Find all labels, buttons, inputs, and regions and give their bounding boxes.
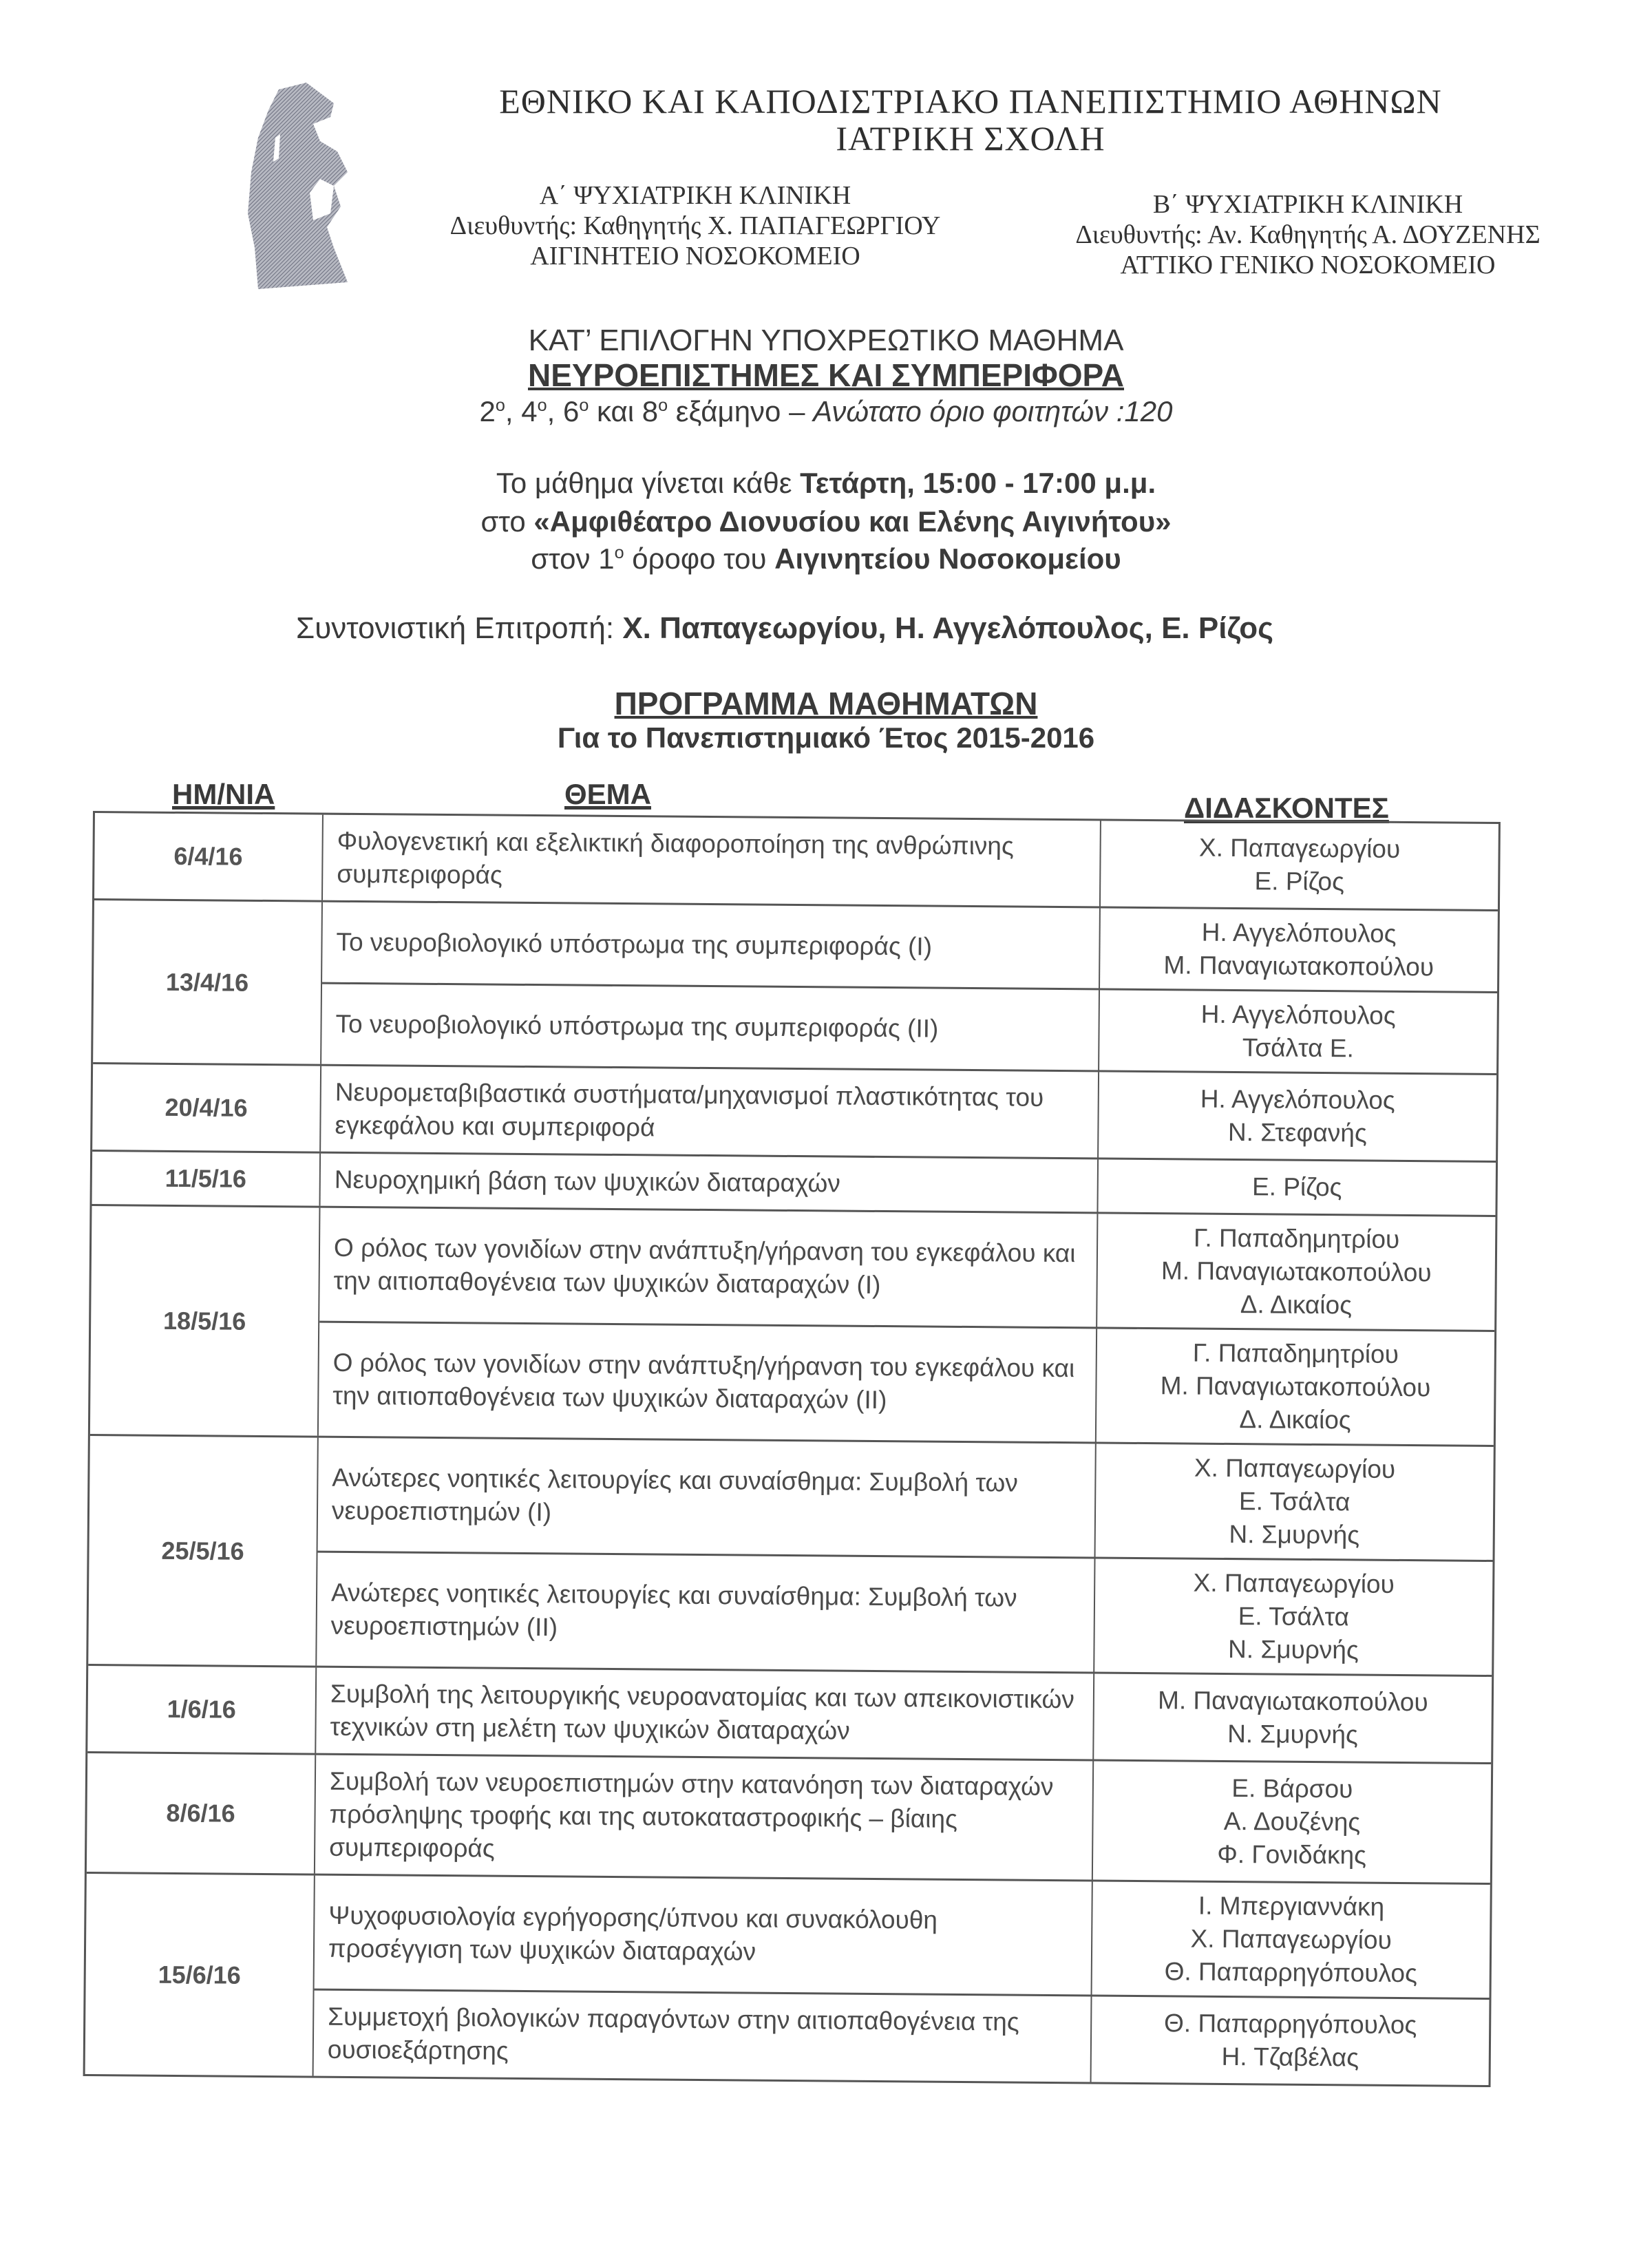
- teacher-name: Ν. Στεφανής: [1227, 1117, 1367, 1148]
- teacher-name: Θ. Παπαρρηγόπουλος: [1164, 1957, 1418, 1988]
- table-row: [90, 1204, 1496, 1445]
- lectures-group: [321, 1154, 1496, 1215]
- teacher-name: Η. Αγγελόπουλος: [1200, 1084, 1395, 1114]
- teacher-name: Τσάλτα Ε.: [1242, 1033, 1354, 1063]
- teacher-name: Χ. Παπαγεωργίου: [1198, 833, 1401, 863]
- teacher-name: Χ. Παπαγεωργίου: [1193, 1568, 1395, 1598]
- column-header-topic: ΘΕΜΑ: [564, 778, 651, 810]
- teacher-name: Μ. Παναγιωτακοπούλου: [1157, 1686, 1428, 1717]
- teacher-name: Ε. Τσάλτα: [1238, 1487, 1351, 1516]
- floor-hospital: Αιγινητείου Νοσοκομείου: [774, 542, 1121, 575]
- semester-number: 6: [562, 395, 580, 427]
- table-row: [85, 1872, 1490, 2085]
- teacher-name: Γ. Παπαδημητρίου: [1192, 1338, 1399, 1368]
- teachers-cell: [1101, 821, 1499, 910]
- program-year: Για το Πανεπιστημιακό Έτος 2015-2016: [557, 721, 1095, 754]
- teacher-name: Χ. Παπαγεωργίου: [1194, 1453, 1396, 1483]
- teachers-cell: [1094, 1558, 1492, 1675]
- school-name: ΙΑΤΡΙΚΗ ΣΧΟΛΗ: [836, 119, 1105, 158]
- floor-line: [0, 542, 1652, 575]
- semester-ordinal: ο: [579, 396, 589, 415]
- committee-label: Συντονιστική Επιτροπή:: [296, 611, 615, 645]
- date-cell: 18/5/16: [90, 1206, 321, 1436]
- teacher-name: Μ. Παναγιωτακοπούλου: [1160, 1371, 1431, 1402]
- topic-cell: Νευροχημική βάση των ψυχικών διαταραχών: [321, 1154, 1099, 1212]
- date-cell: 13/4/16: [93, 900, 323, 1064]
- teachers-cell: [1093, 1761, 1491, 1883]
- lectures-group: [321, 902, 1498, 1073]
- topic-cell: Φυλογενετική και εξελικτική διαφοροποίηση της ανθρώπινης συμπεριφοράς: [323, 815, 1101, 907]
- topic-cell: Το νευροβιολογικό υπόστρωμα της συμπεριφοράς (Ι): [322, 902, 1101, 989]
- date-cell: 25/5/16: [88, 1436, 319, 1666]
- date-cell: 8/6/16: [87, 1753, 316, 1874]
- teacher-name: Δ. Δικαίος: [1239, 1405, 1351, 1435]
- teacher-name: Ν. Σμυρνής: [1227, 1634, 1359, 1664]
- table-row: [94, 813, 1499, 909]
- table-row: [87, 1751, 1491, 1883]
- table-row: [92, 1150, 1496, 1215]
- committee-line: [0, 611, 1611, 646]
- teacher-name: Δ. Δικαίος: [1240, 1290, 1353, 1320]
- teacher-name: Ν. Σμυρνής: [1229, 1519, 1360, 1550]
- clinic-a-director: Διευθυντής: Καθηγητής Χ. ΠΑΠΑΓΕΩΡΓΙΟΥ: [449, 211, 941, 240]
- column-header-date: ΗΜ/ΝΙΑ: [172, 778, 275, 810]
- date-cell: 6/4/16: [94, 813, 324, 900]
- lecture-item: [319, 1208, 1495, 1330]
- teachers-cell: [1098, 1159, 1496, 1215]
- lecture-item: [318, 1438, 1494, 1560]
- teacher-name: Ε. Τσάλτα: [1238, 1602, 1350, 1631]
- teacher-name: Γ. Παπαδημητρίου: [1193, 1223, 1400, 1254]
- program-title-text: ΠΡΟΓΡΑΜΜΑ ΜΑΘΗΜΑΤΩΝ: [614, 686, 1038, 721]
- teacher-name: Ν. Σμυρνής: [1227, 1719, 1359, 1749]
- lecture-item: [317, 1551, 1492, 1675]
- semester-ordinal: ο: [495, 396, 505, 415]
- lecture-item: [319, 1321, 1494, 1445]
- venue-prefix: στο: [480, 505, 526, 538]
- teacher-name: Μ. Παναγιωτακοπούλου: [1163, 951, 1434, 982]
- teacher-name: Α. Δουζένης: [1223, 1806, 1361, 1837]
- teachers-cell: [1097, 1214, 1495, 1330]
- university-name: ΕΘΝΙΚΟ ΚΑΙ ΚΑΠΟΔΙΣΤΡΙΑΚΟ ΠΑΝΕΠΙΣΤΗΜΙΟ ΑΘΗΝΩΝ: [499, 82, 1442, 120]
- teachers-cell: [1096, 1444, 1494, 1560]
- topic-cell: Ανώτερες νοητικές λειτουργίες και συναίσθημα: Συμβολή των νευροεπιστημών (Ι): [318, 1438, 1097, 1557]
- course-type: ΚΑΤ’ ΕΠΙΛΟΓΗΝ ΥΠΟΧΡΕΩΤΙΚΟ ΜΑΘΗΜΑ: [528, 324, 1124, 357]
- lecture-item: [315, 1876, 1490, 1998]
- clinic-b-name: Β΄ ΨΥΧΙΑΤΡΙΚΗ ΚΛΙΝΙΚΗ: [1152, 190, 1463, 219]
- course-title: [0, 357, 1652, 394]
- course-title-text: ΝΕΥΡΟΕΠΙΣΤΗΜΕΣ ΚΑΙ ΣΥΜΠΕΡΙΦΟΡΑ: [527, 357, 1125, 393]
- teacher-name: Μ. Παναγιωτακοπούλου: [1161, 1256, 1432, 1287]
- lecture-item: [314, 1989, 1490, 2085]
- semester-ordinal: ο: [537, 396, 547, 415]
- teacher-name: Η. Αγγελόπουλος: [1201, 918, 1397, 948]
- schedule-prefix: Το μάθημα γίνεται κάθε: [496, 467, 792, 499]
- lecture-item: [321, 1154, 1496, 1215]
- teacher-name: Ι. Μπεργιαννάκη: [1198, 1891, 1385, 1921]
- student-limit: Ανώτατο όριο φοιτητών :120: [813, 395, 1173, 427]
- teachers-cell: [1099, 1072, 1496, 1161]
- schedule-table: [83, 811, 1501, 2087]
- date-cell: 1/6/16: [87, 1666, 317, 1753]
- teachers-cell: [1094, 1673, 1492, 1762]
- clinic-b-block: [1032, 189, 1583, 280]
- topic-cell: Συμβολή της λειτουργικής νευροανατομίας και των απεικονιστικών τεχνικών στη μελέτη των ψυχικών διαταραχών: [316, 1668, 1094, 1759]
- date-cell: 15/6/16: [85, 1874, 315, 2076]
- teachers-cell: [1100, 909, 1498, 992]
- topic-cell: Το νευροβιολογικό υπόστρωμα της συμπεριφοράς (ΙΙ): [321, 984, 1100, 1070]
- floor-ordinal: ο: [614, 543, 624, 562]
- semester-line: [0, 395, 1652, 428]
- lectures-group: [315, 1755, 1491, 1883]
- clinic-b-director: Διευθυντής: Αν. Καθηγητής Α. ΔΟΥΖΕΝΗΣ: [1075, 220, 1540, 249]
- topic-cell: Συμμετοχή βιολογικών παραγόντων στην αιτιοπαθογένεια της ουσιοεξάρτησης: [314, 1991, 1092, 2082]
- date-cell: 20/4/16: [92, 1064, 321, 1152]
- separator: ,: [547, 395, 563, 427]
- program-title: [0, 685, 1652, 722]
- lectures-group: [314, 1876, 1490, 2085]
- semester-number: 8: [642, 395, 659, 427]
- topic-cell: Συμβολή των νευροεπιστημών στην κατανόηση των διαταραχών πρόσληψης τροφής και της αυτοκαταστροφικής – βίαιης συμπεριφοράς: [315, 1755, 1094, 1880]
- semester-word: εξάμηνο –: [668, 395, 814, 427]
- venue-line: [0, 505, 1652, 538]
- topic-cell: Ψυχοφυσιολογία εγρήγορσης/ύπνου και συνακόλουθη προσέγγιση των ψυχικών διαταραχών: [315, 1876, 1093, 1995]
- floor-mid: όροφο του: [632, 542, 767, 575]
- lectures-group: [321, 1066, 1496, 1161]
- teacher-name: Η. Τζαβέλας: [1221, 2042, 1359, 2072]
- teacher-name: Η. Αγγελόπουλος: [1200, 1000, 1396, 1030]
- column-header-teachers: ΔΙΔΑΣΚΟΝΤΕΣ: [1184, 792, 1389, 824]
- lectures-group: [317, 1438, 1494, 1675]
- lectures-group: [316, 1668, 1492, 1762]
- teacher-name: Ε. Ρίζος: [1254, 867, 1345, 896]
- teachers-cell: [1097, 1329, 1494, 1445]
- semester-ordinal: ο: [658, 396, 668, 415]
- teachers-cell: [1092, 1881, 1490, 1998]
- teacher-name: Θ. Παπαρρηγόπουλος: [1163, 2009, 1417, 2040]
- lecture-item: [321, 1066, 1496, 1161]
- teacher-name: Ε. Βάρσου: [1231, 1774, 1353, 1804]
- schedule-time: Τετάρτη, 15:00 - 17:00 μ.μ.: [800, 467, 1156, 499]
- lecture-item: [315, 1755, 1491, 1883]
- semester-number: 4: [521, 395, 538, 427]
- clinic-a-block: [385, 180, 1005, 271]
- teacher-name: Ε. Ρίζος: [1251, 1172, 1342, 1202]
- venue-name: «Αμφιθέατρο Διονυσίου και Ελένης Αιγινήτου»: [533, 505, 1172, 538]
- lectures-group: [323, 815, 1499, 909]
- lecture-item: [316, 1668, 1492, 1762]
- floor-prefix: στον 1: [531, 542, 615, 575]
- clinic-a-name: Α΄ ΨΥΧΙΑΤΡΙΚΗ ΚΛΙΝΙΚΗ: [539, 181, 851, 210]
- lecture-item: [322, 902, 1498, 991]
- date-cell: 11/5/16: [92, 1152, 321, 1206]
- teacher-name: Χ. Παπαγεωργίου: [1190, 1924, 1392, 1954]
- lectures-group: [319, 1208, 1496, 1445]
- separator: και: [589, 395, 642, 427]
- semester-number: 2: [479, 395, 496, 427]
- lecture-item: [321, 982, 1497, 1073]
- table-row: [92, 1062, 1496, 1161]
- teachers-cell: [1092, 1996, 1490, 2085]
- table-row: [87, 1664, 1492, 1762]
- committee-members: Χ. Παπαγεωργίου, Η. Αγγελόπουλος, Ε. Ρίζος: [622, 611, 1273, 645]
- topic-cell: Ανώτερες νοητικές λειτουργίες και συναίσθημα: Συμβολή των νευροεπιστημών (ΙΙ): [317, 1553, 1095, 1672]
- clinic-b-hospital: ΑΤΤΙΚΟ ΓΕΝΙΚΟ ΝΟΣΟΚΟΜΕΙΟ: [1120, 251, 1496, 279]
- schedule-line: [0, 467, 1652, 500]
- topic-cell: Ο ρόλος των γονιδίων στην ανάπτυξη/γήρανση του εγκεφάλου και την αιτιοπαθογένεια των ψυχικών διαταραχών (ΙΙ): [319, 1323, 1097, 1442]
- topic-cell: Νευρομεταβιβαστικά συστήματα/μηχανισμοί πλαστικότητας του εγκεφάλου και συμπεριφορά: [321, 1066, 1099, 1158]
- lecture-item: [323, 815, 1499, 909]
- teacher-name: Φ. Γονιδάκης: [1217, 1839, 1367, 1870]
- topic-cell: Ο ρόλος των γονιδίων στην ανάπτυξη/γήρανση του εγκεφάλου και την αιτιοπαθογένεια των ψυχικών διαταραχών (Ι): [319, 1208, 1098, 1327]
- table-row: [93, 898, 1498, 1073]
- separator: ,: [505, 395, 522, 427]
- athena-head-logo-icon: [231, 76, 368, 296]
- teachers-cell: [1099, 990, 1497, 1073]
- table-row: [88, 1434, 1494, 1675]
- clinic-a-hospital: ΑΙΓΙΝΗΤΕΙΟ ΝΟΣΟΚΟΜΕΙΟ: [530, 242, 860, 271]
